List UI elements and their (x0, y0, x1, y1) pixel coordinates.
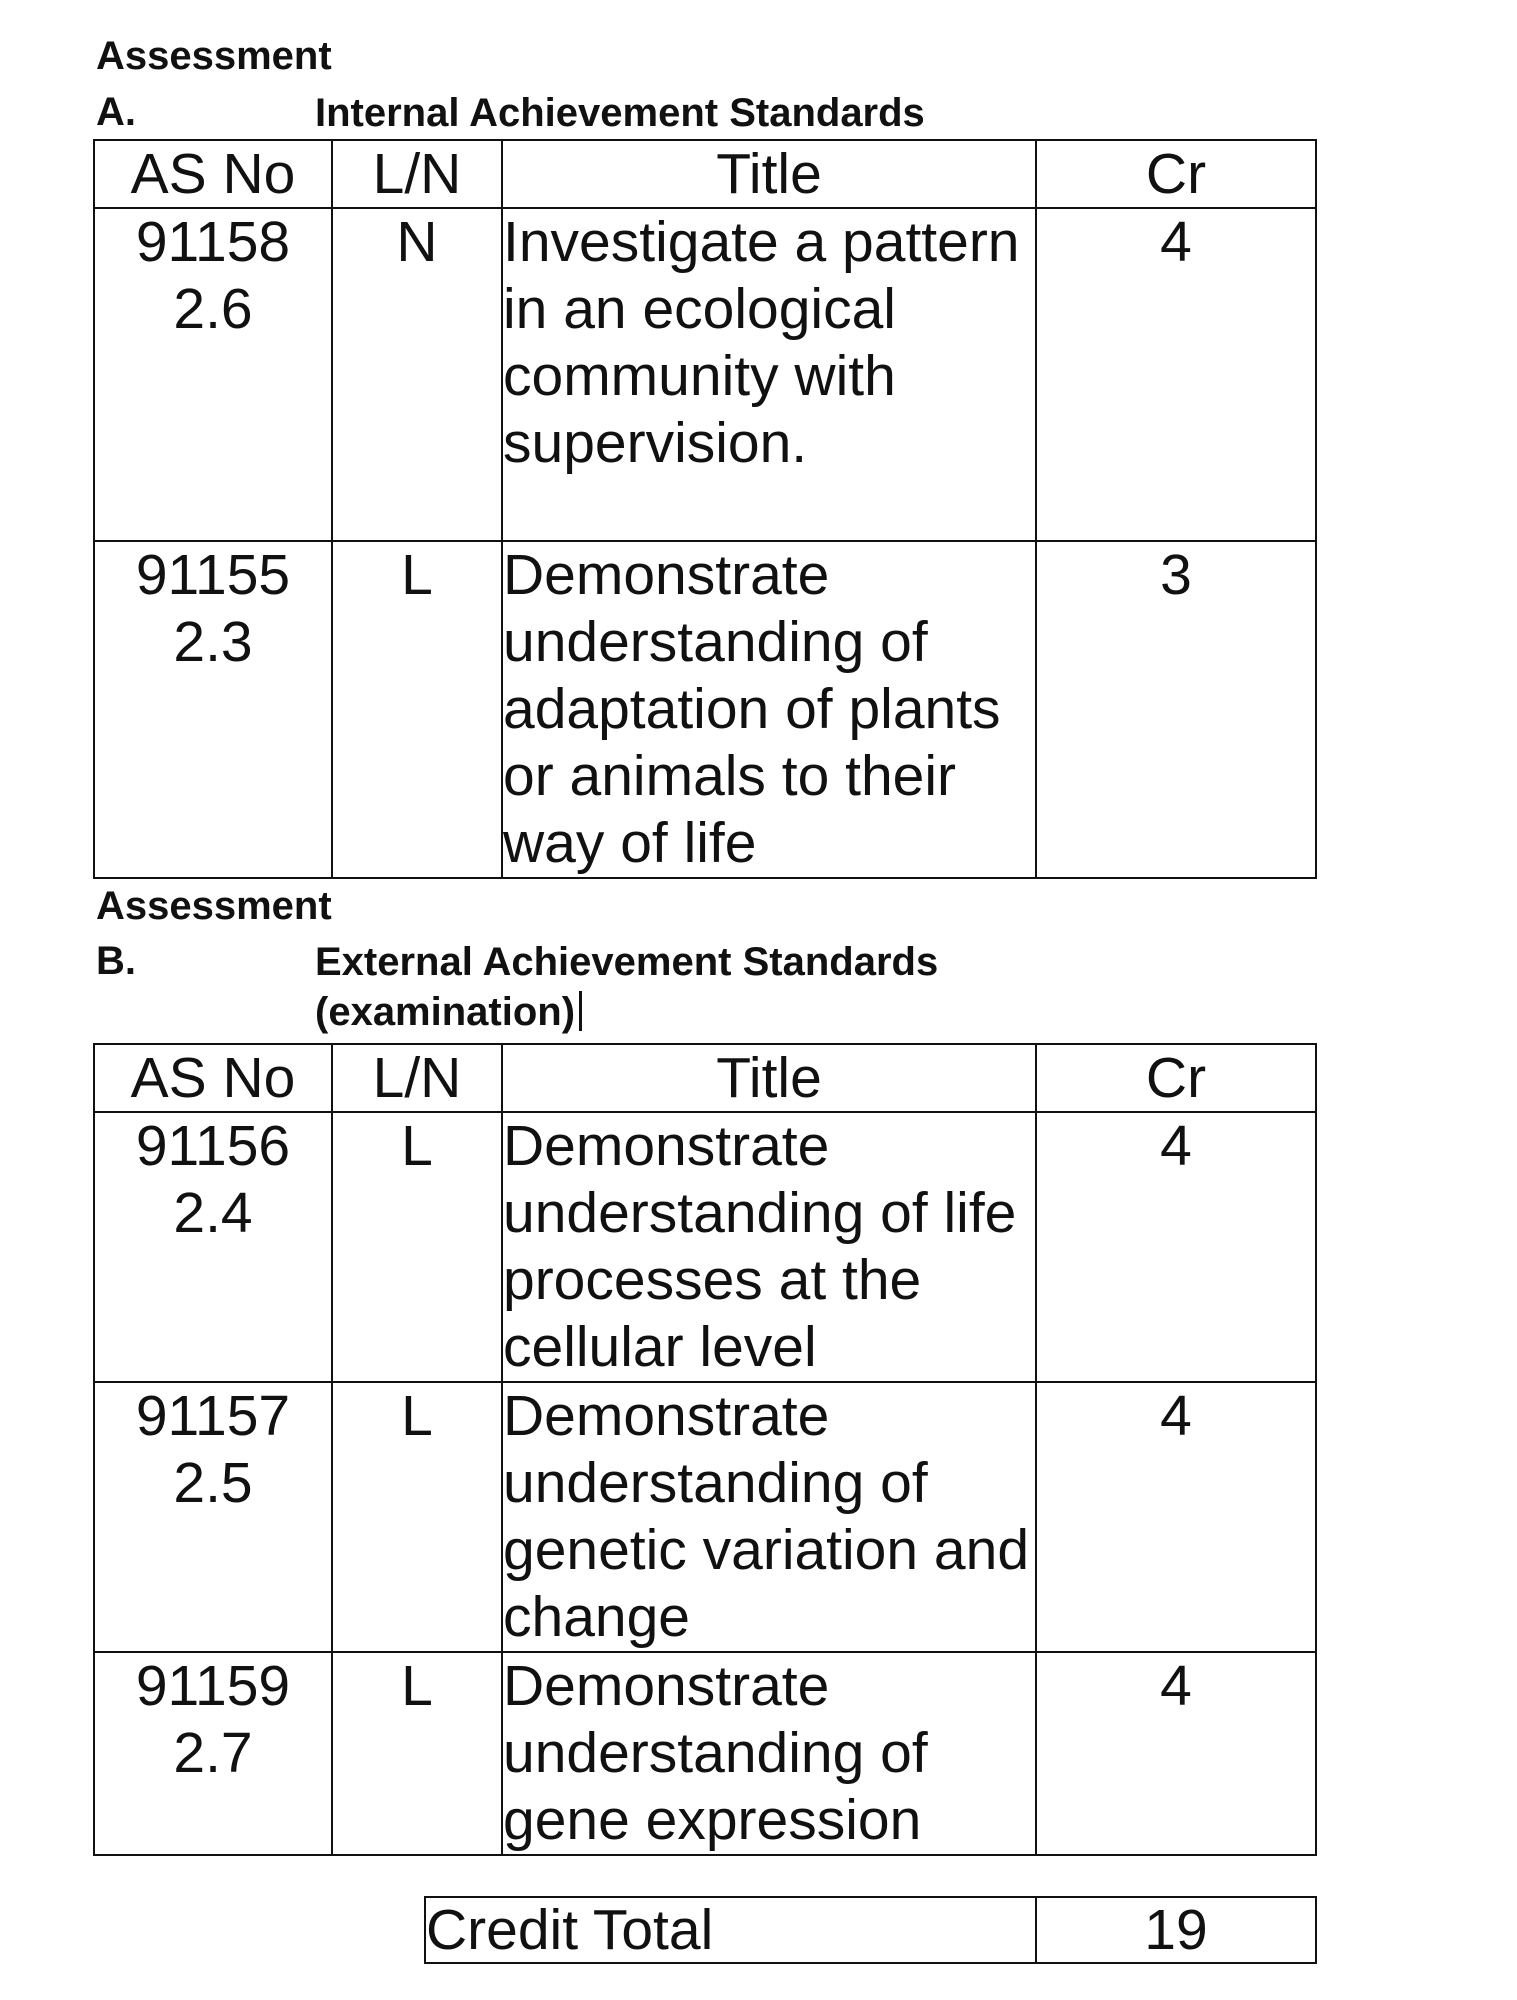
column-header-cr: Cr (1036, 1044, 1316, 1112)
table-row (94, 1652, 1316, 1855)
as-number: 91155 (135, 543, 291, 607)
column-header-as-no: AS No (94, 140, 332, 208)
as-number-cell (94, 1382, 332, 1652)
title-cell: Demonstrate understanding of adaptation of plants or animals to their way of life (502, 541, 1036, 878)
column-header-ln: L/N (332, 140, 502, 208)
title-cell: Demonstrate understanding of life processes at the cellular level (502, 1112, 1036, 1382)
credit-cell: 3 (1036, 541, 1316, 878)
ln-cell: N (332, 208, 502, 541)
section-b-title-wrap (315, 937, 1135, 1037)
ln-cell: L (332, 1112, 502, 1382)
table-row (94, 1382, 1316, 1652)
as-level: 2.4 (173, 1181, 253, 1245)
column-header-as-no: AS No (94, 1044, 332, 1112)
internal-standards-table (93, 139, 1317, 879)
as-number: 91159 (135, 1654, 291, 1718)
table-row (94, 1112, 1316, 1382)
ln-cell: L (332, 1382, 502, 1652)
credit-total-table (424, 1896, 1317, 1964)
as-number-cell (94, 1652, 332, 1855)
credit-cell: 4 (1036, 1652, 1316, 1855)
title-cell: Demonstrate understanding of gene expression (502, 1652, 1036, 1855)
as-number: 91158 (135, 210, 291, 274)
credit-cell: 4 (1036, 208, 1316, 541)
as-number-cell (94, 541, 332, 878)
ln-cell: L (332, 541, 502, 878)
title-cell: Investigate a pattern in an ecological community with supervision. (502, 208, 1036, 541)
section-b-letter: B. (96, 939, 136, 983)
section-b-title: External Achievement Standards (examination) (315, 940, 939, 1034)
as-level: 2.3 (173, 610, 253, 674)
credit-cell: 4 (1036, 1112, 1316, 1382)
column-header-ln: L/N (332, 1044, 502, 1112)
section-a-letter: A. (96, 90, 136, 134)
title-cell: Demonstrate understanding of genetic variation and change (502, 1382, 1036, 1652)
column-header-title: Title (502, 140, 1036, 208)
table-row (94, 208, 1316, 541)
column-header-title: Title (502, 1044, 1036, 1112)
table-header-row (94, 140, 1316, 208)
credit-total-row (425, 1897, 1316, 1963)
as-number: 91156 (135, 1114, 291, 1178)
credit-cell: 4 (1036, 1382, 1316, 1652)
as-level: 2.6 (173, 277, 253, 341)
as-number-cell (94, 1112, 332, 1382)
credit-total-label: Credit Total (425, 1897, 1036, 1963)
external-standards-table (93, 1043, 1317, 1856)
as-number: 91157 (135, 1384, 291, 1448)
as-level: 2.5 (173, 1451, 253, 1515)
ln-cell: L (332, 1652, 502, 1855)
table-row (94, 541, 1316, 878)
credit-total-value: 19 (1036, 1897, 1316, 1963)
text-cursor (579, 991, 582, 1031)
as-level: 2.7 (173, 1721, 253, 1785)
section-a-heading: Assessment (96, 34, 332, 78)
table-header-row (94, 1044, 1316, 1112)
section-b-heading: Assessment (96, 884, 332, 928)
section-a-title: Internal Achievement Standards (315, 91, 925, 135)
column-header-cr: Cr (1036, 140, 1316, 208)
as-number-cell (94, 208, 332, 541)
